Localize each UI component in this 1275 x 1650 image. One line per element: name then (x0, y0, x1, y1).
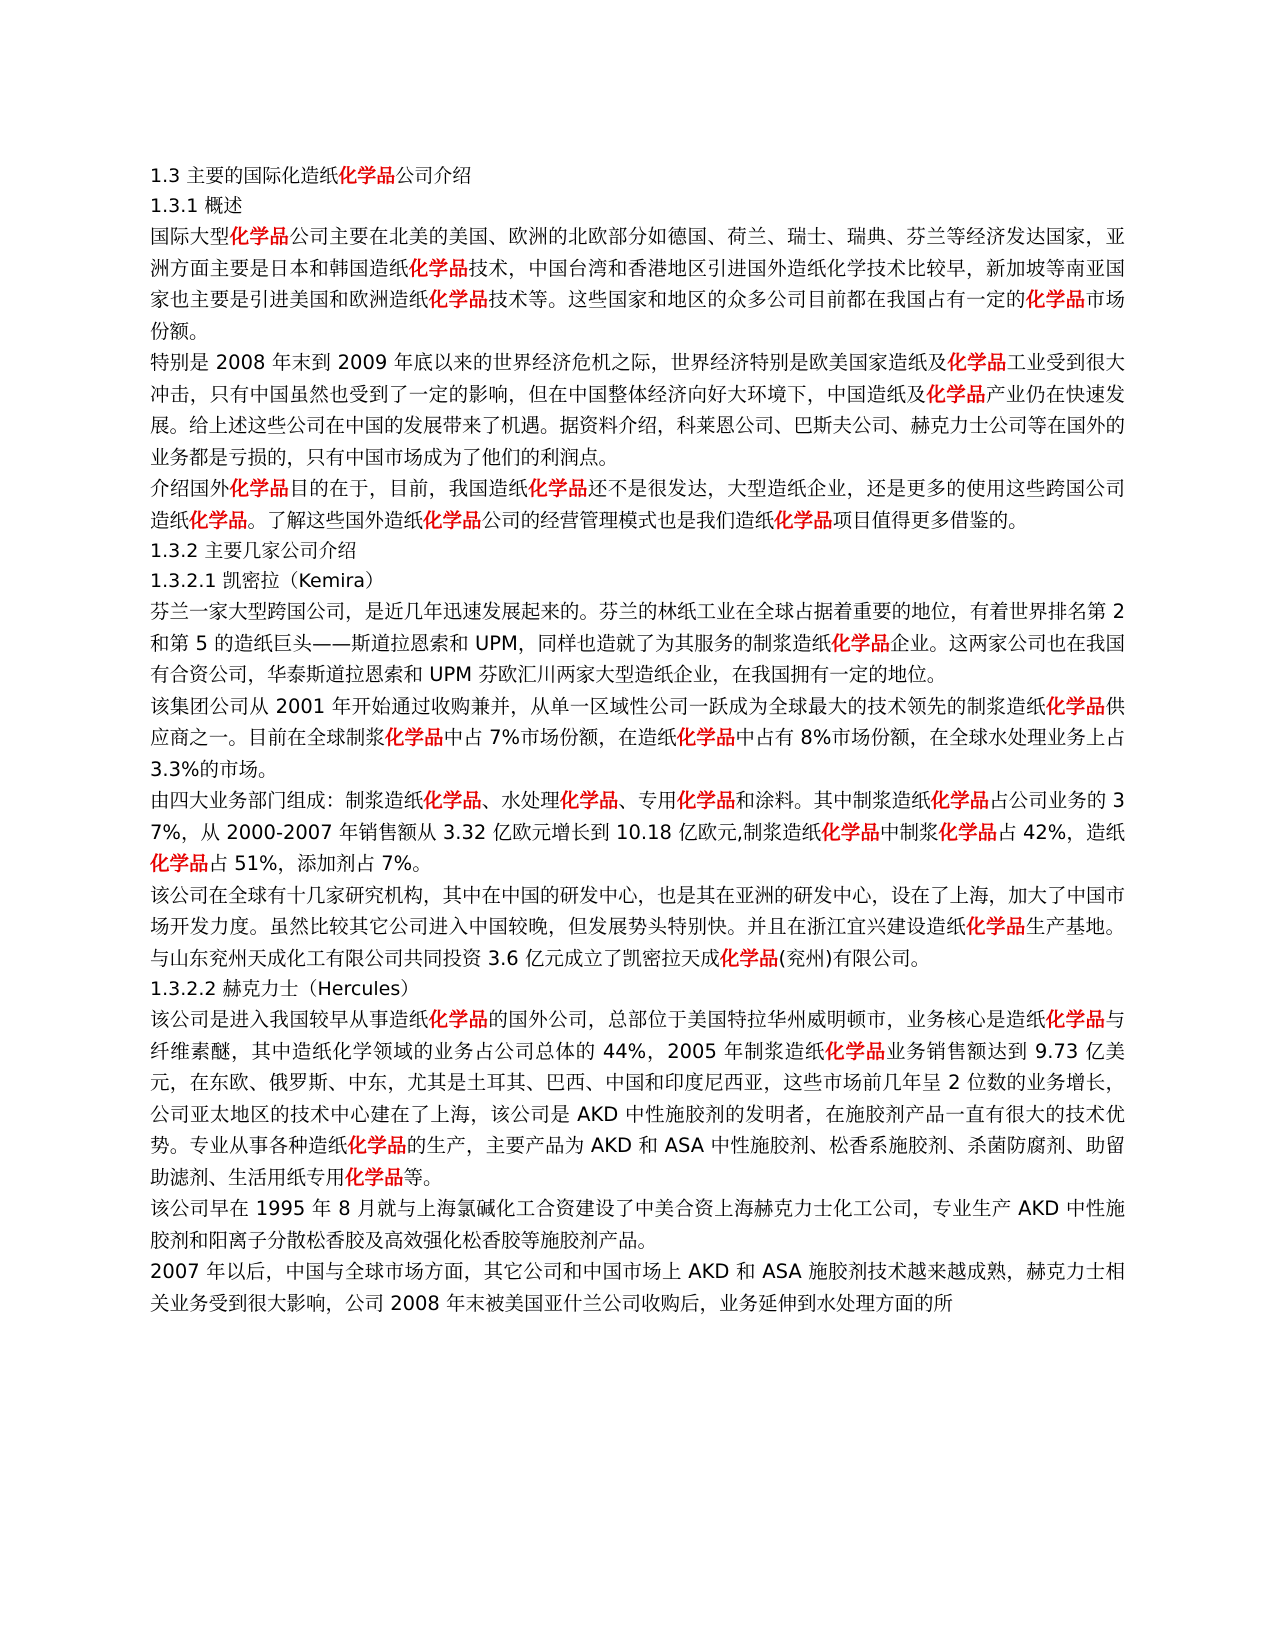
text-run: 2007 年以后，中国与全球市场方面，其它公司和中国市场上 AKD 和 ASA 施胶剂技术越来越成熟，赫克力士相关业务受到很大影响，公司 2008 年末被美国亚什兰公司收购后，业务延伸到水处理方面的所 (150, 1260, 1125, 1315)
highlighted-keyword: 化学品 (229, 477, 290, 500)
highlighted-keyword: 化学品 (774, 508, 833, 532)
text-run: 该集团公司从 2001 年开始通过收购兼并，从单一区域性公司一跃成为全球最大的技术领先的制浆造纸 (150, 694, 1046, 718)
highlighted-keyword: 化学品 (345, 1165, 404, 1189)
highlighted-keyword: 化学品 (938, 820, 998, 844)
text-run: 供应商之一。目前在全球制浆 (150, 694, 1125, 749)
paragraph (150, 1004, 1125, 1193)
text-run: 还不是很发达，大型造纸企业，还是更多的使用这些跨国公司造纸 (150, 477, 1125, 532)
section-heading-1-3 (150, 161, 1125, 191)
text-run: 技术等。这些国家和地区的众多公司目前都在我国占有一定的 (488, 288, 1026, 311)
text-run: 1.3.2 主要几家公司介绍 (150, 540, 357, 562)
text-run: 等。 (403, 1165, 443, 1189)
paragraph (150, 880, 1125, 975)
text-run: 项目值得更多借鉴的。 (832, 508, 1028, 532)
text-run: 的国外公司，总部位于美国特拉华州威明顿市，业务核心是造纸 (488, 1008, 1046, 1031)
highlighted-keyword: 化学品 (384, 726, 444, 749)
text-run: 企业。这两家公司也在我国有合资公司，华泰斯道拉恩索和 UPM 芬欧汇川两家大型造纸企业，在我国拥有一定的地位。 (150, 631, 1125, 686)
text-run: 市场份额。 (150, 288, 1125, 343)
highlighted-keyword: 化学品 (229, 225, 290, 248)
highlighted-keyword: 化学品 (428, 288, 489, 311)
highlighted-keyword: 化学品 (1045, 1008, 1106, 1031)
text-run: 技术，中国台湾和香港地区引进国外造纸化学技术比较早，新加坡等南亚国家也主要是引进美国和欧洲造纸 (150, 256, 1125, 311)
highlighted-keyword: 化学品 (338, 165, 396, 187)
text-run: 公司介绍 (395, 165, 472, 187)
highlighted-keyword: 化学品 (347, 1134, 407, 1157)
paragraph (150, 596, 1125, 691)
text-run: 该公司早在 1995 年 8 月就与上海氯碱化工合资建设了中美合资上海赫克力士化工公司，专业生产 AKD 中性施胶剂和阳离子分散松香胶及高效强化松香胶等施胶剂产品。 (150, 1197, 1125, 1252)
text-run: 中占有 8%市场份额，在全球水处理业务上占 3.3%的市场。 (150, 726, 1125, 781)
text-run: 占 42%，造纸 (997, 820, 1125, 844)
text-run: 生产基地。与山东兖州天成化工有限公司共同投资 3.6 亿元成立了凯密拉天成 (150, 915, 1125, 970)
text-run: 介绍国外 (150, 477, 230, 500)
text-run: 芬兰一家大型跨国公司，是近几年迅速发展起来的。芬兰的林纸工业在全球占据着重要的地位，有着世界排名第 2 和第 5 的造纸巨头——斯道拉恩索和 UPM，同样也造就了为其服务的制浆造纸 (150, 600, 1125, 655)
text-run: 该公司在全球有十几家研究机构，其中在中国的研发中心，也是其在亚洲的研发中心，设在了上海，加大了中国市场开发力度。虽然比较其它公司进入中国较晚，但发展势头特别快。并且在浙江宜兴建设造纸 (150, 883, 1126, 938)
highlighted-keyword: 化学品 (926, 382, 987, 406)
highlighted-keyword: 化学品 (428, 1008, 489, 1031)
text-run: 占公司业务的 37%，从 2000-2007 年销售额从 3.32 亿欧元增长到 10.18 亿欧元,制浆造纸 (150, 789, 1125, 844)
highlighted-keyword: 化学品 (1025, 288, 1086, 311)
paragraph (150, 1256, 1125, 1319)
text-run: 1.3.1 概述 (150, 195, 243, 217)
section-heading-1-3-1 (150, 191, 1125, 221)
text-run: 工业受到很大冲击，只有中国虽然也受到了一定的影响，但在中国整体经济向好大环境下，中国造纸及 (150, 351, 1125, 406)
highlighted-keyword: 化学品 (150, 852, 209, 875)
text-run: 的生产，主要产品为 AKD 和 ASA 中性施胶剂、松香系施胶剂、杀菌防腐剂、助留助滤剂、生活用纸专用 (150, 1134, 1125, 1189)
text-run: (兖州)有限公司。 (778, 946, 931, 970)
highlighted-keyword: 化学品 (831, 631, 891, 655)
text-run: 中占 7%市场份额，在造纸 (443, 726, 677, 749)
text-run: 1.3 主要的国际化造纸 (150, 165, 339, 187)
text-run: 与纤维素醚，其中造纸化学领域的业务占公司总体的 44%，2005 年制浆造纸 (150, 1008, 1125, 1063)
highlighted-keyword: 化学品 (966, 915, 1026, 938)
highlighted-keyword: 化学品 (676, 789, 736, 812)
paragraph (150, 1193, 1125, 1256)
highlighted-keyword: 化学品 (676, 726, 736, 749)
highlighted-keyword: 化学品 (821, 820, 880, 844)
text-run: 业务销售额达到 9.73 亿美元，在东欧、俄罗斯、中东，尤其是土耳其、巴西、中国和印度尼西亚，这些市场前几年呈 2 位数的业务增长，公司亚太地区的技术中心建在了上海，该公司是 AKD 中性施胶剂的发明者，在施胶剂产品一直有很大的技术优势。专业从事各种造纸 (150, 1039, 1125, 1157)
paragraph (150, 473, 1125, 536)
text-run: 该公司是进入我国较早从事造纸 (150, 1008, 429, 1031)
text-run: 由四大业务部门组成：制浆造纸 (150, 789, 424, 812)
paragraph (150, 691, 1125, 786)
section-heading-1-3-2-2 (150, 974, 1125, 1004)
text-run: 、专用 (618, 789, 677, 812)
highlighted-keyword: 化学品 (947, 351, 1007, 374)
highlighted-keyword: 化学品 (528, 477, 588, 500)
paragraph (150, 785, 1125, 880)
highlighted-keyword: 化学品 (423, 508, 482, 532)
highlighted-keyword: 化学品 (719, 946, 779, 970)
text-run: 产业仍在快速发展。给上述这些公司在中国的发展带来了机遇。据资料介绍，科莱恩公司、巴斯夫公司、赫克力士公司等在国外的业务都是亏损的，只有中国市场成为了他们的利润点。 (150, 382, 1126, 469)
text-run: 1.3.2.2 赫克力士（Hercules） (150, 978, 420, 1000)
text-run: 公司主要在北美的美国、欧洲的北欧部分如德国、荷兰、瑞士、瑞典、芬兰等经济发达国家，亚洲方面主要是日本和韩国造纸 (150, 225, 1125, 280)
section-heading-1-3-2-1 (150, 566, 1125, 596)
text-run: 和涂料。其中制浆造纸 (735, 789, 931, 812)
text-run: 目的在于，目前，我国造纸 (289, 477, 529, 500)
text-run: 、水处理 (481, 789, 560, 812)
highlighted-keyword: 化学品 (1045, 694, 1106, 718)
highlighted-keyword: 化学品 (408, 256, 469, 280)
text-run: 中制浆 (879, 820, 939, 844)
text-run: 占 51%，添加剂占 7%。 (208, 852, 432, 875)
text-run: 公司的经营管理模式也是我们造纸 (481, 508, 775, 532)
highlighted-keyword: 化学品 (423, 789, 482, 812)
section-heading-1-3-2 (150, 536, 1125, 566)
text-run: 。了解这些国外造纸 (247, 508, 424, 532)
highlighted-keyword: 化学品 (559, 789, 619, 812)
text-run: 特别是 2008 年末到 2009 年底以来的世界经济危机之际，世界经济特别是欧美国家造纸及 (150, 351, 948, 374)
paragraph (150, 347, 1125, 473)
highlighted-keyword: 化学品 (930, 789, 990, 812)
text-run: 国际大型 (150, 225, 230, 248)
text-run: 1.3.2.1 凯密拉（Kemira） (150, 570, 384, 592)
highlighted-keyword: 化学品 (825, 1039, 886, 1063)
highlighted-keyword: 化学品 (189, 508, 248, 532)
paragraph (150, 221, 1125, 347)
